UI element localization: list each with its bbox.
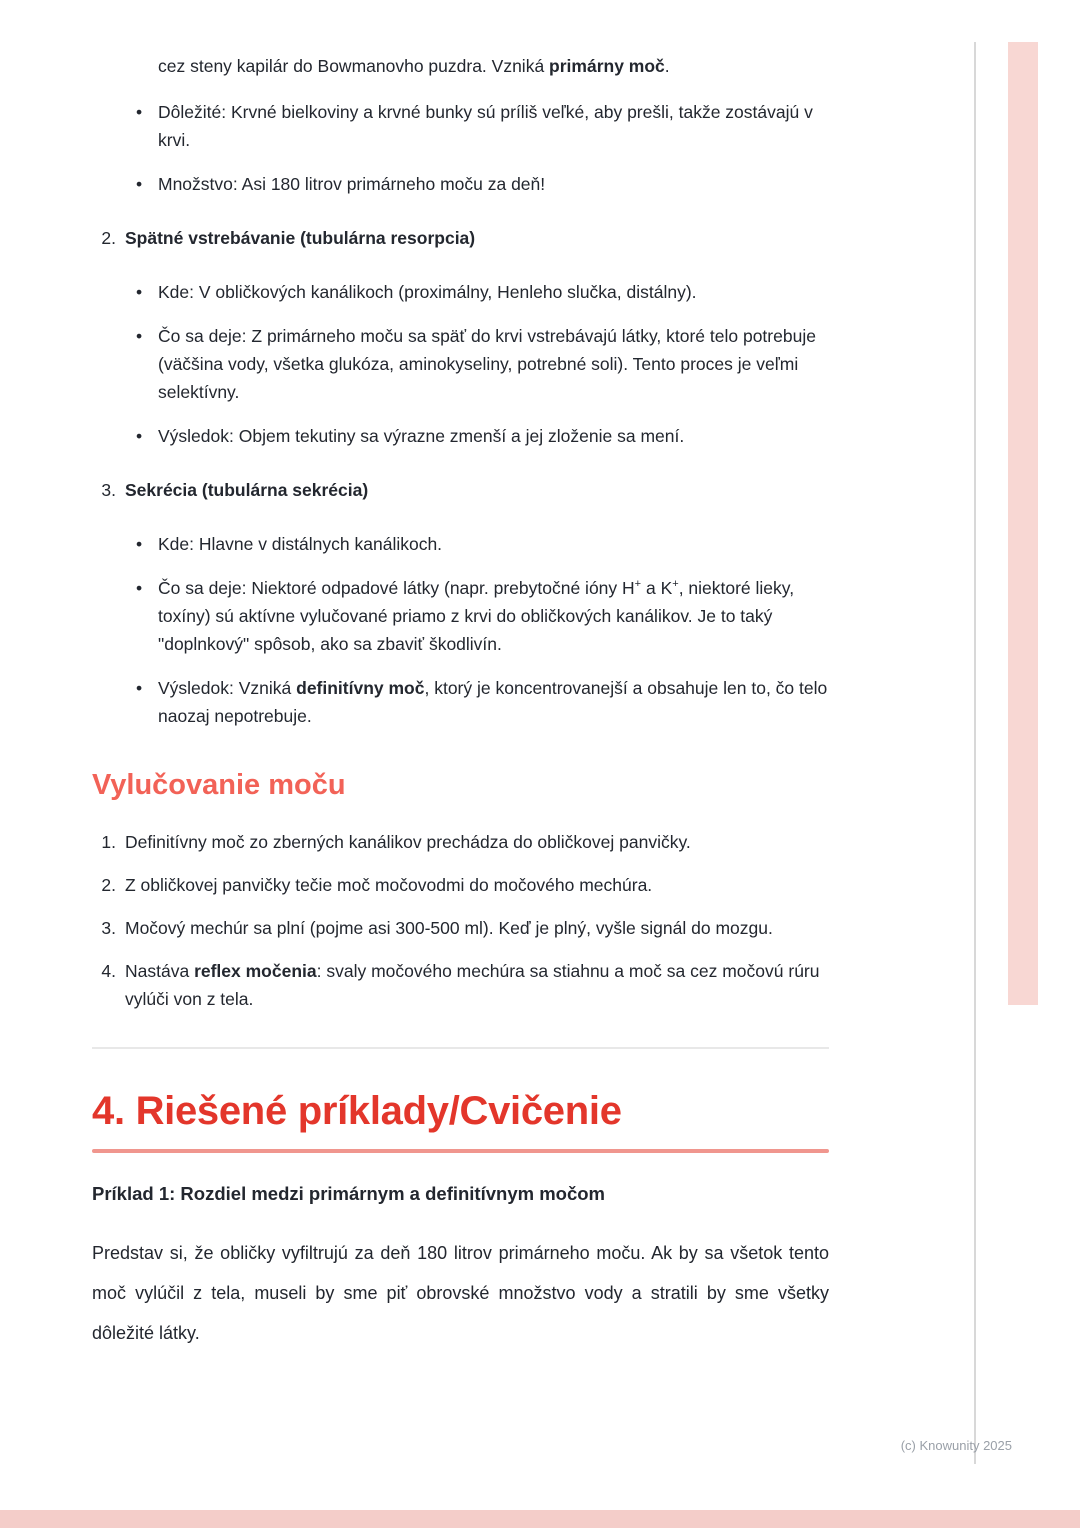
- bullet-text: a K: [641, 578, 673, 598]
- bullet-text: Výsledok: Vzniká: [158, 678, 297, 698]
- decor-bar-bottom: [0, 1510, 1080, 1528]
- example-title: Príklad 1: Rozdiel medzi primárnym a definitívnym močom: [92, 1183, 605, 1204]
- list-number: 2.: [101, 875, 116, 895]
- list-item: [92, 674, 829, 730]
- bold-text-definitivny-moc: definitívny moč: [296, 678, 425, 698]
- example-paragraph: Predstav si, že obličky vyfiltrujú za deň 180 litrov primárneho moču. Ak by sa všetok tento moč vylúčil z tela, museli by sme piť obrovské množstvo vody a stratili by sme všetky dôležité látky.: [92, 1243, 829, 1343]
- superscript-plus: +: [634, 578, 642, 591]
- bullet-text: Množstvo: Asi 180 litrov primárneho moču za deň!: [158, 174, 546, 194]
- page-edge-line: [974, 42, 976, 1464]
- list-item: [92, 574, 829, 658]
- filtration-bullet-list: [92, 98, 829, 198]
- list-text: Definitívny moč zo zberných kanálikov prechádza do obličkovej panvičky.: [125, 832, 691, 852]
- section-heading-resorpcia: [92, 224, 829, 252]
- resorpcia-bullet-list: [92, 278, 829, 450]
- bullet-text: Čo sa deje: Z primárneho moču sa späť do krvi vstrebávajú látky, ktoré telo potrebuje (väčšina vody, všetka glukóza, aminokyseliny, potrebné soli). Tento proces je veľmi selektívny.: [158, 326, 816, 402]
- list-item: [92, 828, 829, 856]
- section-title: Sekrécia (tubulárna sekrécia): [125, 480, 369, 500]
- section-number: 2.: [101, 228, 116, 248]
- bullet-text: Kde: V obličkových kanálikoch (proximálny, Henleho slučka, distálny).: [158, 282, 697, 302]
- list-text: : svaly močového mechúra sa stiahnu a moč sa cez močovú rúru vylúči von z tela.: [125, 961, 820, 1009]
- bullet-text: Výsledok: Objem tekutiny sa výrazne zmenší a jej zloženie sa mení.: [158, 426, 685, 446]
- list-item: [92, 871, 829, 899]
- text-segment: cez steny kapilár do Bowmanovho puzdra. Vzniká: [158, 56, 550, 76]
- vylucovanie-numbered-list: [92, 828, 829, 1013]
- list-item: [92, 322, 829, 406]
- list-text: Močový mechúr sa plní (pojme asi 300-500 ml). Keď je plný, vyšle signál do mozgu.: [125, 918, 773, 938]
- list-item: [92, 170, 829, 198]
- bullet-text: , niektoré lieky, toxíny) sú aktívne vylučované priamo z krvi do obličkových kanálikov. Je to taký "doplnkový" spôsob, ako sa zbaviť škodlivín.: [158, 578, 795, 654]
- list-item: [92, 278, 829, 306]
- list-item: [92, 422, 829, 450]
- decor-bar-right: [1008, 42, 1038, 1005]
- list-item: [92, 914, 829, 942]
- list-item: [92, 957, 829, 1013]
- text-segment: .: [664, 56, 670, 76]
- bullet-text: , ktorý je koncentrovanejší a obsahuje len to, čo telo naozaj nepotrebuje.: [158, 678, 828, 726]
- bold-text-reflex-mocenia: reflex močenia: [194, 961, 317, 981]
- bold-text-primarny-moc: primárny moč: [549, 56, 665, 76]
- list-number: 4.: [101, 961, 116, 981]
- list-text: Nastáva: [125, 961, 195, 981]
- bullet-text: Dôležité: Krvné bielkoviny a krvné bunky sú príliš veľké, aby prešli, takže zostávajú v krvi.: [158, 102, 813, 150]
- section-number: 3.: [101, 480, 116, 500]
- heading-underline: [92, 1149, 829, 1153]
- bullet-text: Kde: Hlavne v distálnych kanálikoch.: [158, 534, 443, 554]
- list-text: Z obličkovej panvičky tečie moč močovodmi do močového mechúra.: [125, 875, 653, 895]
- section-heading-sekrecia: [92, 476, 829, 504]
- list-item: [92, 98, 829, 154]
- paragraph-continuation: [92, 52, 829, 80]
- section-title: Spätné vstrebávanie (tubulárna resorpcia): [125, 228, 476, 248]
- heading-riesene-priklady: 4. Riešené príklady/Cvičenie: [92, 1089, 622, 1133]
- section-divider: [92, 1047, 829, 1049]
- superscript-plus: +: [672, 578, 679, 591]
- list-item: [92, 530, 829, 558]
- sekrecia-bullet-list: [92, 530, 829, 730]
- heading-vylucovanie-mocu: Vylučovanie moču: [92, 769, 346, 801]
- bullet-text: Čo sa deje: Niektoré odpadové látky (napr. prebytočné ióny H: [158, 578, 635, 598]
- list-number: 3.: [101, 918, 116, 938]
- list-number: 1.: [101, 832, 116, 852]
- copyright-footer: (c) Knowunity 2025: [900, 1438, 1012, 1453]
- document-content: [92, 52, 829, 1353]
